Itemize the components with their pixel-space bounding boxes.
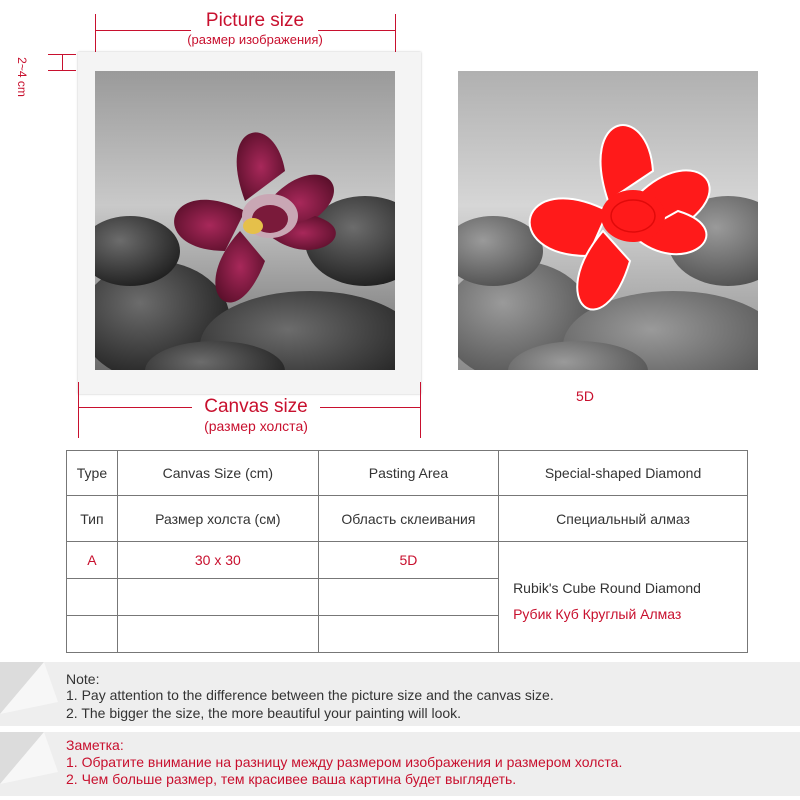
table-row <box>67 542 748 579</box>
header-pasting-area-ru: Область склеивания <box>318 496 498 542</box>
orchid-photo <box>95 71 395 370</box>
note-corner-icon <box>0 662 60 726</box>
empty-cell <box>67 616 118 653</box>
canvas-size-line-left <box>78 407 192 408</box>
header-canvas-size-ru: Размер холста (см) <box>117 496 318 542</box>
diamond-area-preview <box>458 71 758 370</box>
empty-cell <box>318 616 498 653</box>
header-diamond-ru: Специальный алмаз <box>499 496 748 542</box>
header-pasting-area-en: Pasting Area <box>318 451 498 496</box>
empty-cell <box>117 579 318 616</box>
cell-diamond-type <box>499 542 748 653</box>
diamond-type-ru: Рубик Куб Круглый Алмаз <box>513 606 682 622</box>
picture-size-line-right <box>318 30 395 31</box>
canvas-size-left-tick <box>78 382 79 438</box>
note-line2-ru: 2. Чем больше размер, тем красивее ваша картина будет выглядеть. <box>66 771 517 787</box>
empty-cell <box>318 579 498 616</box>
header-canvas-size-en: Canvas Size (cm) <box>117 451 318 496</box>
canvas-size-label: Canvas size <box>204 396 308 417</box>
table-row <box>67 496 748 542</box>
note-box-ru <box>0 732 800 796</box>
picture-size-line-left <box>95 30 191 31</box>
canvas-size-line-right <box>320 407 420 408</box>
note-line1-ru: 1. Обратите внимание на разницу между размером изображения и размером холста. <box>66 754 623 770</box>
diamond-type-en: Rubik's Cube Round Diamond <box>513 580 701 596</box>
empty-cell <box>117 616 318 653</box>
note-line2-en: 2. The bigger the size, the more beautiful your painting will look. <box>66 705 462 721</box>
empty-cell <box>67 579 118 616</box>
header-diamond-en: Special-shaped Diamond <box>499 451 748 496</box>
note-corner-icon <box>0 732 60 796</box>
note-line1-en: 1. Pay attention to the difference between the picture size and the canvas size. <box>66 687 554 703</box>
spec-table <box>66 450 748 653</box>
cell-type-a: A <box>67 542 118 579</box>
note-title-en: Note: <box>66 671 100 687</box>
margin-tick-connector <box>62 54 63 70</box>
table-row <box>67 451 748 496</box>
preview-label: 5D <box>576 388 594 404</box>
picture-size-label: Picture size <box>205 10 305 31</box>
cell-pasting-area: 5D <box>318 542 498 579</box>
picture-size-sublabel: (размер изображения) <box>187 32 323 47</box>
header-type-ru: Тип <box>67 496 118 542</box>
canvas-size-right-tick <box>420 382 421 438</box>
margin-tick-bottom <box>48 70 76 71</box>
canvas-size-sublabel: (размер холста) <box>204 418 308 434</box>
note-title-ru: Заметка: <box>66 737 124 753</box>
margin-label: 2~4 cm <box>15 57 29 97</box>
cell-canvas-size: 30 x 30 <box>117 542 318 579</box>
note-box-en <box>0 662 800 726</box>
header-type-en: Type <box>67 451 118 496</box>
